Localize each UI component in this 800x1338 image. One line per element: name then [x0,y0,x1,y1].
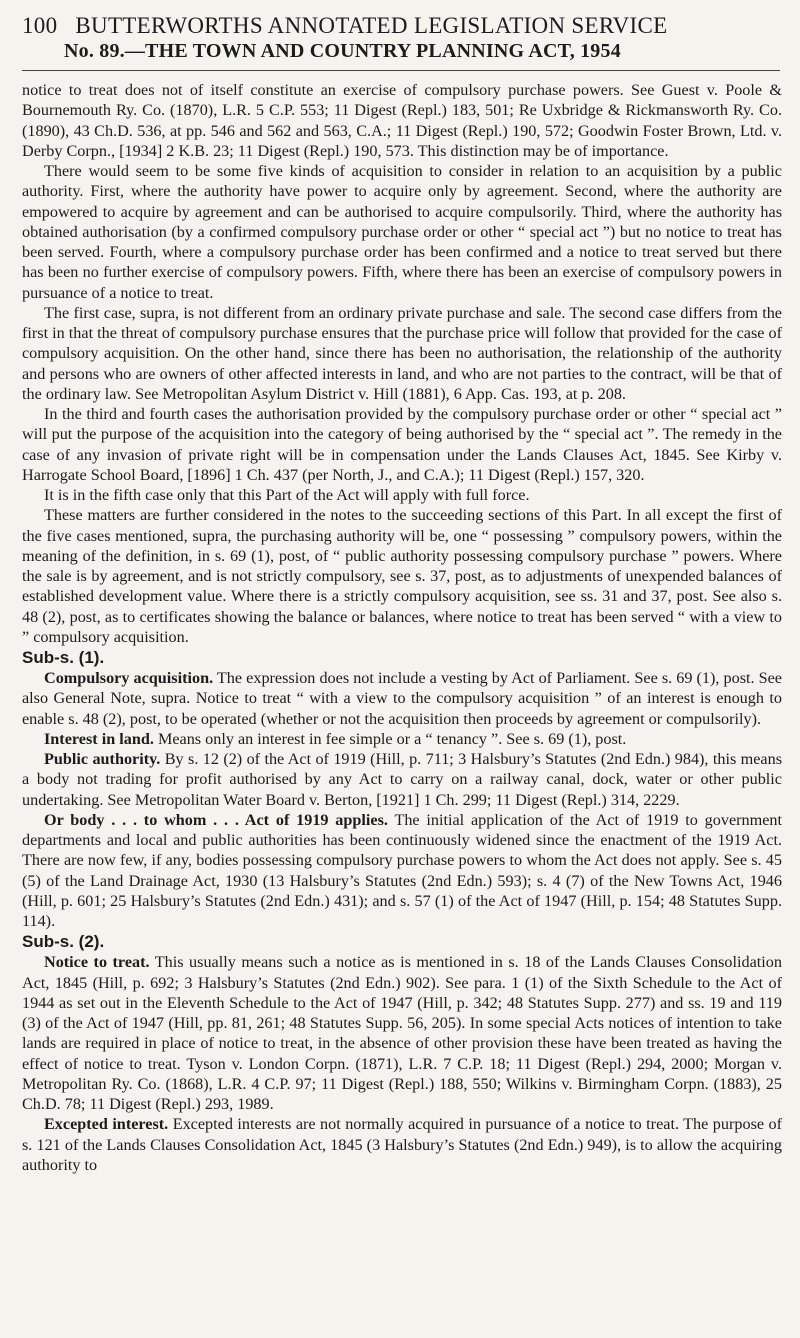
subsection-heading: Sub-s. (2). [22,932,105,952]
note-paragraph: Excepted interest. Excepted interests are not normally acquired in pursuance of a notice to treat. The purpose of s. 121 of the Lands Clauses Consolidation Act, 1845 (3 Halsbury’s Statutes (2nd Edn.) 949), is to allow the acquiring authority to [22,1115,783,1174]
note-paragraph: Compulsory acquisition. The expression does not include a vesting by Act of Parliament. See s. 69 (1), post. See also General Note, supra. Notice to treat “ with a view to the compulsory acquisition ” of an interest is enough to enable s. 48 (2), post, to be operated (whether or not the acquisition then proceeds by agreement or compulsorily). [22,669,782,728]
paragraph: The first case, supra, is not different from an ordinary private purchase and sale. The second case differs from the first in that the threat of compulsory purchase ensures that the purchase price will follow that provided for the case of compulsory acquisition. On the other hand, since there has been no authorisation, the relationship of the authority and persons who are owners of other affected interests in land, and who are not parties to the contract, will be that of the ordinary law. See Metropolitan Asylum District v. Hill (1881), 6 App. Cas. 193, at p. 208. [22,303,782,403]
series-title: BUTTERWORTHS ANNOTATED LEGISLATION SERVICE [75,13,668,38]
paragraph: There would seem to be some five kinds of acquisition to consider in relation to an acquisition by a public authority. First, where the authority have power to acquire only by agreement. Second, where the authority are empowered to acquire by agreement and can be authorised to acquire compulsorily. Third, where the authority has obtained authorisation (by a confirmed compulsory purchase order or other “ special act ”) but no notice to treat has been served. Fourth, where a compulsory purchase order has been confirmed and a notice to treat served but there has been no further exercise of compulsory powers. Fifth, where there has been an exercise of compulsory powers in pursuance of a notice to treat. [22,162,782,302]
header-rule [22,70,780,71]
note-keyword: Compulsory acquisition. [44,669,214,687]
body-text [22,80,782,1175]
note-keyword: Excepted interest. [44,1115,169,1134]
note-keyword: Notice to treat. [44,953,150,972]
paragraph: notice to treat does not of itself constitute an exercise of compulsory purchase powers. See Guest v. Poole & Bournemouth Ry. Co. (1870), L.R. 5 C.P. 553; 11 Digest (Repl.) 183, 501; Re Uxbridge & Rickmansworth Ry. Co. (1890), 43 Ch.D. 536, at pp. 546 and 562 and 563, C.A.; 11 Digest (Repl.) 190, 572; Goodwin Foster Brown, Ltd. v. Derby Corpn., [1934] 2 K.B. 23; 11 Digest (Repl.) 190, 573. This distinction may be of importance. [22,81,782,160]
act-title: No. 89.—THE TOWN AND COUNTRY PLANNING ACT, 1954 [64,40,621,62]
note-paragraph: Notice to treat. This usually means such a notice as is mentioned in s. 18 of the Lands Clauses Consolidation Act, 1845 (Hill, p. 692; 3 Halsbury’s Statutes (2nd Edn.) 902). See para. 1 (1) of the Sixth Schedule to the Act of 1944 as set out in the Eleventh Schedule to the Act of 1947 (Hill, p. 342; 48 Statutes Supp. 277) and ss. 19 and 119 (3) of the Act of 1947 (Hill, pp. 81, 261; 48 Statutes Supp. 56, 205). In some special Acts notices of intention to take lands are required in place of notice to treat, in the absence of other provision these have been treated as having the effect of notice to treat. Tyson v. London Corpn. (1871), L.R. 7 C.P. 18; 11 Digest (Repl.) 294, 2000; Morgan v. Metropolitan Ry. Co. (1868), L.R. 4 C.P. 97; 11 Digest (Repl.) 188, 550; Wilkins v. Birmingham Corpn. (1883), 25 Ch.D. 78; 11 Digest (Repl.) 293, 1989. [22,953,782,1113]
note-paragraph: Public authority. By s. 12 (2) of the Act of 1919 (Hill, p. 711; 3 Halsbury’s Statutes (2nd Edn.) 984), this means a body not trading for profit authorised by any Act to carry on a railway canal, dock, water or other public undertaking. See Metropolitan Water Board v. Berton, [1921] 1 Ch. 299; 11 Digest (Repl.) 314, 2229. [22,750,782,809]
page-number: 100 [22,13,58,38]
note-keyword: Or body . . . to whom . . . Act of 1919 applies. [44,810,388,829]
note-paragraph: Or body . . . to whom . . . Act of 1919 applies. The initial application of the Act of 1919 to government departments and local and public authorities has been continuously widened since the enactment of the 1919 Act. There are now few, if any, bodies possessing compulsory purchase powers to whom the Act does not apply. See s. 45 (5) of the Land Drainage Act, 1930 (13 Halsbury’s Statutes (2nd Edn.) 593); s. 4 (7) of the New Towns Act, 1946 (Hill, p. 601; 25 Halsbury’s Statutes (2nd Edn.) 431); and s. 57 (1) of the Act of 1947 (Hill, p. 154; 48 Statutes Supp. 114). [22,810,782,930]
subsection-heading: Sub-s. (1). [22,648,105,667]
note-keyword: Interest in land. [44,729,154,748]
paragraph: In the third and fourth cases the authorisation provided by the compulsory purchase order or other “ special act ” will put the purpose of the acquisition into the category of being authorised by the “ special act ”. The remedy in the case of any invasion of private right will be in compensation under the Lands Clauses Act, 1845. See Kirby v. Harrogate School Board, [1896] 1 Ch. 437 (per North, J., and C.A.); 11 Digest (Repl.) 157, 320. [22,405,782,484]
running-header [22,14,782,37]
note-keyword: Public authority. [44,750,161,768]
paragraph: It is in the fifth case only that this Part of the Act will apply with full force. [44,486,530,504]
paragraph: These matters are further considered in the notes to the succeeding sections of this Part. In all except the first of the five cases mentioned, supra, the purchasing authority will be, one “ possessing ” compulsory powers, within the meaning of the definition, in s. 69 (1), post, of “ public authority possessing compulsory purchase ” powers. Where the sale is by agreement, and is not strictly compulsory, see s. 37, post, as to adjustments of unexpended balances of established development value. Where there is a strictly compulsory acquisition, see ss. 31 and 37, post. See also s. 48 (2), post, as to certificates showing the balance or balances, where notice to treat has been served “ with a view to ” compulsory acquisition. [22,506,782,646]
note-paragraph: Interest in land. Means only an interest in fee simple or a “ tenancy ”. See s. 69 (1), post. [44,729,627,748]
